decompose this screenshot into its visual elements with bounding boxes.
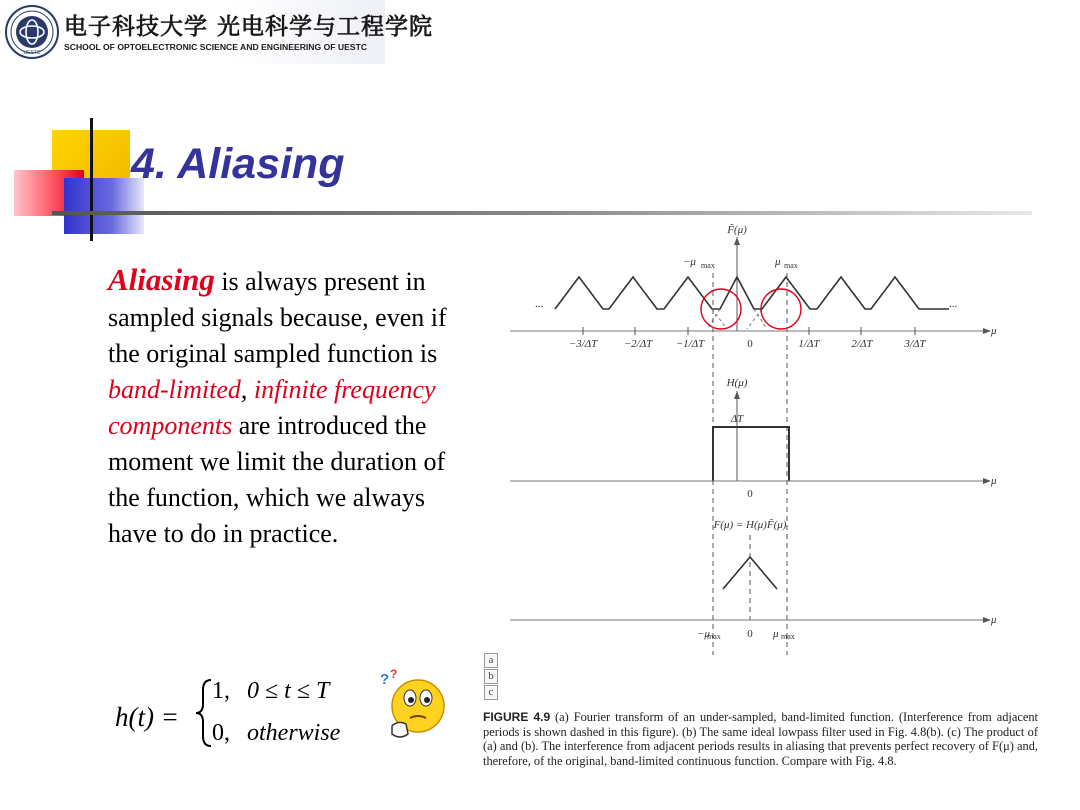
svg-text:?: ? [390,668,398,681]
formula-case1-value: 1, [212,678,230,704]
tick-neg3: −3/ΔT [568,338,598,350]
svg-text:max: max [784,261,798,270]
panel-b-label: H(μ) [726,377,748,389]
tick-neg1: −1/ΔT [675,338,705,350]
aliasing-figure [505,215,1040,655]
slide-title: 4. Aliasing [131,140,345,188]
formula-case2-value: 0, [212,720,230,746]
panel-b-height: ΔT [730,413,744,425]
tick-pos2: 2/ΔT [851,338,873,350]
svg-text:?: ? [380,671,390,688]
term-infinite-frequency: infinite frequency components [108,375,436,440]
school-name-cn: 电子科技大学 光电科学与工程学院 [64,13,434,40]
panel-c-zero: 0 [747,628,753,640]
school-name-en: SCHOOL OF OPTOELECTRONIC SCIENCE AND ENGINEERING OF UESTC [64,42,368,52]
panel-c-pos-max: μ [773,628,779,640]
letter-a: a [484,653,498,668]
term-aliasing: Aliasing [108,262,215,297]
panel-a-axis: μ [991,325,997,337]
caption-text: (a) Fourier transform of an under-sampled, band-limited function. (Interference from adjacent periods is shown dashed in this figure). (b) The same ideal lowpass filter used in Fig. 4.8(b). (c) The product of (a) and (b). The interference from adjacent periods results in aliasing that prevents perfect recovery of F(μ) and, therefore, of the original, band-limited continuous function. Compare with Fig. 4.8. [483,710,1038,768]
alias-circle-right [761,289,801,329]
tick-zero: 0 [747,338,753,350]
panel-a-label: F̃(μ) [727,224,747,236]
slide-body-text [108,262,458,552]
svg-text:max: max [781,632,795,641]
letter-b: b [484,669,498,684]
svg-text:max: max [707,632,721,641]
tick-pos1: 1/ΔT [798,338,820,350]
svg-text:max: max [701,261,715,270]
seal-text: UESTC [23,50,41,56]
formula-lhs: h(t) = [115,702,179,732]
term-band-limited: band-limited [108,375,241,404]
university-seal-icon [4,4,60,60]
body-text-1: is always present in sampled signals because, even if the original sampled function is [108,267,447,368]
panel-a-pos-max: μ [775,256,781,268]
letter-c: c [484,685,498,700]
panel-c-neg-max: −μ [697,628,710,640]
panel-c-axis: μ [991,614,997,626]
ellipsis-left: ... [535,298,544,310]
deco-vertical-bar [90,118,93,241]
formula-case2-cond: otherwise [247,720,341,746]
thinking-face-icon [378,668,448,744]
formula-case1-cond: 0 ≤ t ≤ T [247,678,330,704]
body-text-3: are introduced the moment we limit the duration of the function, which we always have to do in practice. [108,411,446,548]
panel-c-label: F(μ) = H(μ)F̃(μ) [713,519,787,531]
panel-b-zero: 0 [747,488,753,500]
tick-neg2: −2/ΔT [623,338,653,350]
figure-caption [483,710,1038,768]
school-logo-banner [0,0,434,64]
figure-panel-letters [484,653,498,701]
ellipsis-right: ... [949,298,958,310]
panel-a-neg-max: −μ [683,256,696,268]
caption-label: FIGURE 4.9 [483,710,551,724]
alias-circle-left [701,289,741,329]
tick-pos3: 3/ΔT [904,338,926,350]
panel-b-axis: μ [991,475,997,487]
body-text-2: , [240,375,254,404]
box-function-formula [115,668,375,758]
